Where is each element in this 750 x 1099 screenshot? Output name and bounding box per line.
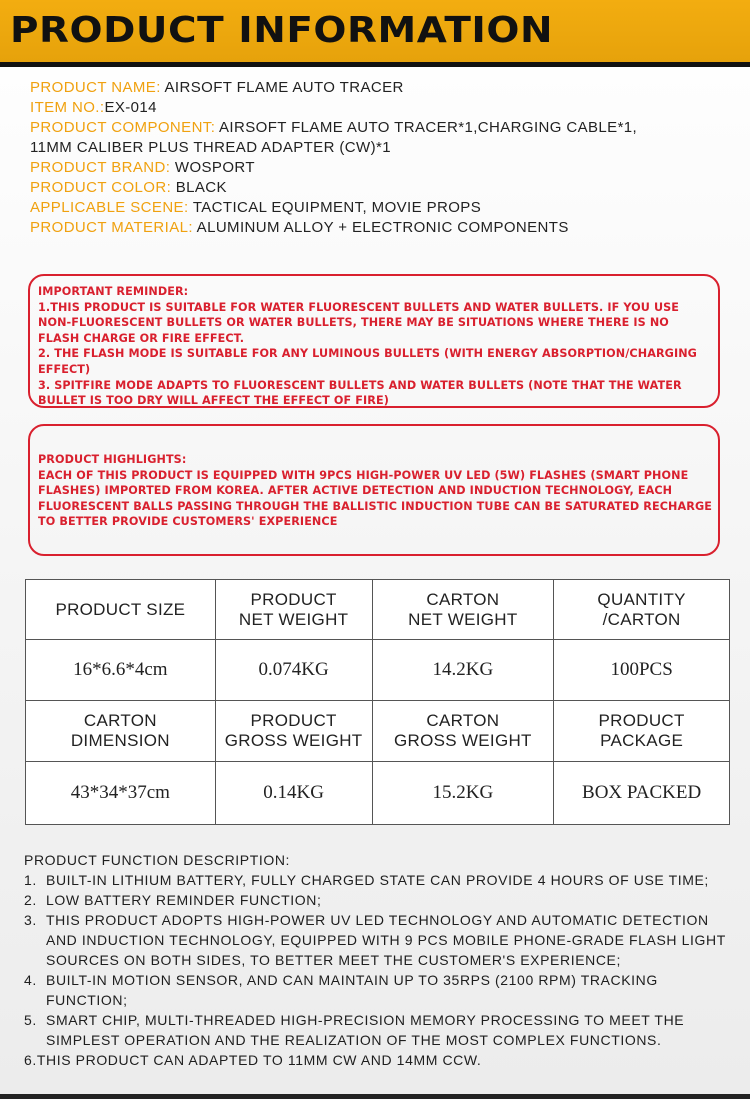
info-value: BLACK — [175, 179, 227, 196]
table-row — [26, 640, 730, 701]
item-text: THIS PRODUCT ADOPTS HIGH-POWER UV LED TECHNOLOGY AND AUTOMATIC DETECTION AND INDUCTION TECHNOLOGY, EQUIPPED WITH 9 PCS MOBILE PHONE-GRADE FLASH LIGHT SOURCES ON BOTH SIDES, TO BETTER MEET THE CUSTOMER'S EXPERIENCE; — [46, 912, 726, 968]
info-value: AIRSOFT FLAME AUTO TRACER*1,CHARGING CABLE*1, — [219, 119, 638, 136]
spec-value-carton-net-weight: 14.2KG — [372, 640, 554, 701]
item-number: 5. — [24, 1012, 37, 1028]
info-row — [30, 98, 730, 118]
spec-header-carton-dimension: CARTON DIMENSION — [26, 701, 216, 762]
info-label: PRODUCT COMPONENT: — [30, 119, 220, 136]
reminder-line: 3. SPITFIRE MODE ADAPTS TO FLUORESCENT BULLETS AND WATER BULLETS (NOTE THAT THE WATER — [38, 378, 682, 392]
function-title: PRODUCT FUNCTION DESCRIPTION: — [24, 852, 291, 868]
spec-header-carton-net-weight: CARTON NET WEIGHT — [372, 580, 554, 640]
bottom-divider — [0, 1094, 750, 1099]
spec-header-quantity-carton: QUANTITY /CARTON — [554, 580, 730, 640]
spec-header-product-gross-weight: PRODUCT GROSS WEIGHT — [215, 701, 372, 762]
reminder-line: 2. THE FLASH MODE IS SUITABLE FOR ANY LUMINOUS BULLETS (WITH ENERGY ABSORPTION/CHARGING — [38, 347, 697, 361]
info-value: TACTICAL EQUIPMENT, MOVIE PROPS — [192, 199, 482, 216]
spec-header-carton-gross-weight: CARTON GROSS WEIGHT — [372, 701, 554, 762]
list-item — [24, 970, 740, 1010]
table-row — [26, 701, 730, 762]
info-label: PRODUCT BRAND: — [30, 159, 175, 176]
reminder-line: NON-FLUORESCENT BULLETS OR WATER BULLETS, THERE MAY BE SITUATIONS WHERE THERE IS NO — [38, 316, 669, 330]
info-row — [30, 178, 730, 198]
list-item — [24, 1010, 740, 1050]
item-text: LOW BATTERY REMINDER FUNCTION; — [46, 892, 322, 908]
info-value: WOSPORT — [174, 159, 255, 176]
function-list — [24, 870, 740, 1070]
highlight-line: FLASHES) IMPORTED FROM KOREA. AFTER ACTIVE DETECTION AND INDUCTION TECHNOLOGY, EACH — [38, 484, 673, 498]
info-label: ITEM NO.: — [30, 99, 105, 116]
highlight-line: EACH OF THIS PRODUCT IS EQUIPPED WITH 9PCS HIGH-POWER UV LED (5W) FLASHES (SMART PHONE — [38, 468, 689, 482]
spec-value-carton-gross-weight: 15.2KG — [372, 762, 554, 825]
spec-header-product-package: PRODUCT PACKAGE — [554, 701, 730, 762]
info-row — [30, 78, 730, 98]
list-item — [24, 1050, 740, 1070]
list-item — [24, 870, 740, 890]
item-number: 6. — [24, 1052, 37, 1068]
info-label: APPLICABLE SCENE: — [30, 199, 193, 216]
item-number: 4. — [24, 972, 37, 988]
spec-value-carton-dimension: 43*34*37cm — [26, 762, 216, 825]
reminder-line: EFFECT) — [38, 362, 91, 376]
highlight-line: TO BETTER PROVIDE CUSTOMERS' EXPERIENCE — [38, 515, 338, 529]
info-value: 11MM CALIBER PLUS THREAD ADAPTER (CW)*1 — [30, 139, 391, 156]
reminder-line: 1.THIS PRODUCT IS SUITABLE FOR WATER FLUORESCENT BULLETS AND WATER BULLETS. IF YOU USE — [38, 300, 680, 314]
info-label: PRODUCT NAME: — [30, 79, 165, 96]
info-row — [30, 118, 730, 138]
info-label: PRODUCT COLOR: — [30, 179, 176, 196]
product-info-list — [30, 78, 730, 238]
spec-value-quantity-carton: 100PCS — [554, 640, 730, 701]
product-highlights-box — [28, 424, 720, 556]
reminder-line: IMPORTANT REMINDER: — [38, 285, 189, 298]
info-value: ALUMINUM ALLOY + ELECTRONIC COMPONENTS — [196, 219, 569, 236]
list-item — [24, 890, 740, 910]
reminder-line: FLASH CHARGE OR FIRE EFFECT. — [38, 331, 245, 345]
table-row — [26, 762, 730, 825]
function-description — [24, 850, 740, 1070]
info-row — [30, 138, 730, 158]
item-text: SMART CHIP, MULTI-THREADED HIGH-PRECISION MEMORY PROCESSING TO MEET THE SIMPLEST OPERATION AND THE REALIZATION OF THE MOST COMPLEX FUNCTIONS. — [46, 1012, 685, 1048]
item-number: 2. — [24, 892, 37, 908]
info-value: AIRSOFT FLAME AUTO TRACER — [164, 79, 404, 96]
spec-value-product-net-weight: 0.074KG — [215, 640, 372, 701]
page-title: PRODUCT INFORMATION — [10, 10, 554, 51]
spec-value-product-size: 16*6.6*4cm — [26, 640, 216, 701]
info-row — [30, 218, 730, 238]
info-row — [30, 158, 730, 178]
item-number: 1. — [24, 872, 37, 888]
highlight-line: PRODUCT HIGHLIGHTS: — [38, 453, 187, 466]
list-item — [24, 910, 740, 970]
item-number: 3. — [24, 912, 37, 928]
highlight-line: FLUORESCENT BALLS PASSING THROUGH THE BALLISTIC INDUCTION TUBE CAN BE SATURATED RECHARGE — [38, 499, 712, 513]
spec-header-product-size: PRODUCT SIZE — [26, 580, 216, 640]
spec-value-product-gross-weight: 0.14KG — [215, 762, 372, 825]
item-text: BUILT-IN LITHIUM BATTERY, FULLY CHARGED STATE CAN PROVIDE 4 HOURS OF USE TIME; — [46, 872, 709, 888]
info-label: PRODUCT MATERIAL: — [30, 219, 197, 236]
important-reminder-box — [28, 274, 720, 408]
spec-value-product-package: BOX PACKED — [554, 762, 730, 825]
info-row — [30, 198, 730, 218]
header-banner — [0, 0, 750, 67]
table-row — [26, 580, 730, 640]
spec-table — [25, 579, 730, 825]
spec-header-product-net-weight: PRODUCT NET WEIGHT — [215, 580, 372, 640]
reminder-line: BULLET IS TOO DRY WILL AFFECT THE EFFECT OF FIRE) — [38, 394, 389, 408]
item-text: THIS PRODUCT CAN ADAPTED TO 11MM CW AND 14MM CCW. — [36, 1052, 482, 1068]
item-text: BUILT-IN MOTION SENSOR, AND CAN MAINTAIN UP TO 35RPS (2100 RPM) TRACKING FUNCTION; — [46, 972, 658, 1008]
info-value: EX-014 — [104, 99, 157, 116]
